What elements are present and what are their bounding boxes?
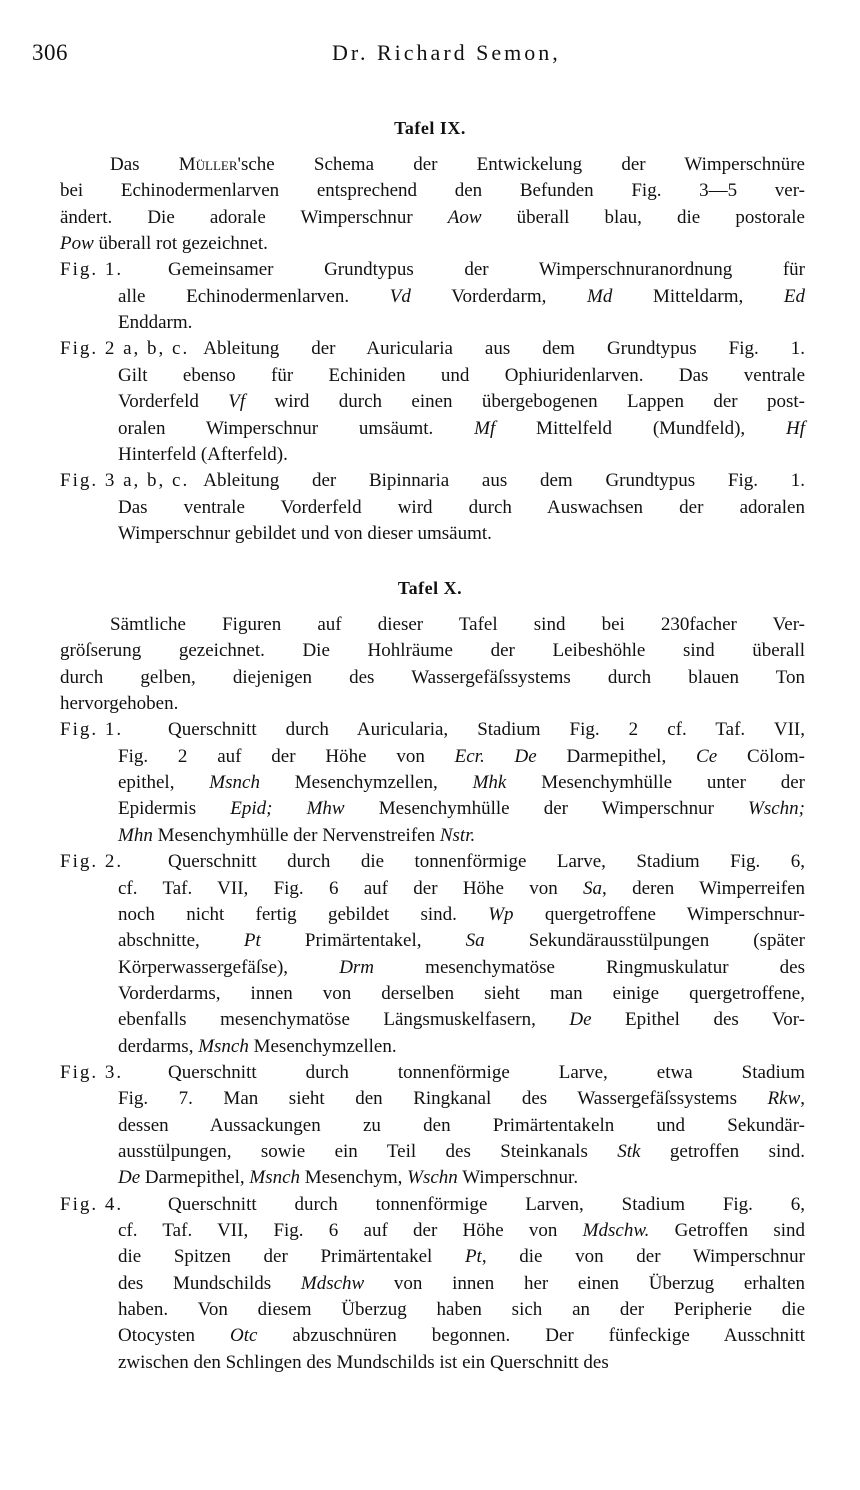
italic-label: Sa: [583, 877, 603, 899]
text-line: [168, 1060, 805, 1086]
page-number: 306: [32, 40, 68, 65]
italic-label: Vf: [228, 391, 246, 413]
text-run: Querschnitt durch tonnenförmige Larven, Stadium Fig. 6,: [168, 1193, 805, 1215]
text-line: [60, 178, 805, 204]
text-run: Querschnitt durch die tonnenförmige Larve, Stadium Fig. 6,: [168, 851, 805, 873]
text-run: überall blau, die postorale: [481, 206, 805, 228]
text-line: [118, 981, 805, 1007]
text-run: zwischen den Schlingen des Mundschilds ist ein Querschnitt des: [118, 1351, 609, 1373]
text-run: Mesenchymzellen,: [259, 772, 473, 794]
text-run: Otocysten: [118, 1325, 230, 1347]
running-head: Dr. Richard Semon,: [332, 40, 561, 65]
text-run: Vorderdarms, innen von derselben sieht man einige quergetroffene,: [118, 982, 805, 1004]
italic-label: De: [569, 1009, 592, 1031]
text-run: Vorderfeld: [118, 391, 229, 413]
text-run: , die von der Wimperschnur: [481, 1246, 805, 1268]
text-run: die Spitzen der Primärtentakel: [118, 1246, 465, 1268]
text-run: von innen her einen Überzug erhalten: [364, 1272, 806, 1294]
text-line: [118, 416, 805, 442]
italic-label: Epid;: [230, 798, 273, 820]
text-line: [118, 1139, 805, 1165]
text-run: Wimperschnur gebildet und von dieser umsäumt.: [118, 522, 492, 544]
italic-label: Mhn: [118, 824, 153, 846]
text-run: oralen Wimperschnur umsäumt.: [118, 417, 475, 439]
italic-label: Md: [587, 285, 613, 307]
text-run: abschnitte,: [118, 930, 244, 952]
text-line: [118, 1244, 805, 1270]
text-line: [60, 231, 268, 257]
text-line: [118, 1165, 578, 1191]
text-line: [118, 876, 805, 902]
text-run: Epidermis: [118, 798, 231, 820]
section-title: Tafel IX.: [394, 118, 466, 138]
italic-label: Ce: [696, 745, 718, 767]
italic-label: Pt: [464, 1246, 482, 1268]
text-line: [118, 1034, 397, 1060]
italic-label: Msnch: [198, 1035, 249, 1057]
text-run: Darmepithel,: [536, 745, 697, 767]
text-run: ändert. Die adorale Wimperschnur: [60, 206, 448, 228]
text-run: Epithel des Vor-: [591, 1009, 805, 1031]
text-run: Primärtentakel,: [260, 930, 466, 952]
text-line: [168, 717, 805, 743]
text-line: [118, 284, 805, 310]
text-run: alle Echinodermenlarven.: [118, 285, 390, 307]
text-run: Hinterfeld (Afterfeld).: [118, 443, 288, 465]
text-line: [118, 310, 192, 336]
small-caps-name: Müller: [178, 154, 238, 175]
text-line: [118, 796, 805, 822]
text-run: cf. Taf. VII, Fig. 6 auf der Höhe von: [118, 1220, 583, 1242]
text-line: [118, 1323, 805, 1349]
text-line: [118, 928, 805, 954]
section-title: Tafel X.: [397, 578, 463, 598]
text-line: [118, 1297, 805, 1323]
fig-label: Fig. 1.: [60, 259, 124, 281]
text-line: [60, 205, 805, 231]
text-run: ,: [800, 1088, 805, 1110]
italic-label: Stk: [617, 1141, 641, 1162]
text-run: mesenchymatöse Ringmuskulatur des: [374, 956, 806, 978]
text-line: [110, 612, 805, 638]
text-run: Getroffen sind: [649, 1220, 805, 1242]
italic-label: Rkw: [767, 1088, 801, 1110]
italic-label: Hf: [786, 417, 805, 439]
text-line: [118, 744, 805, 770]
italic-label: Drm: [339, 956, 375, 978]
text-run: [272, 798, 306, 819]
italic-label: Pow: [60, 233, 94, 255]
text-line: [60, 665, 805, 691]
text-line: [203, 336, 805, 362]
text-run: bei Echinodermenlarven entsprechend den Befunden Fig. 3—5 ver-: [60, 180, 805, 202]
italic-label: Mdschw.: [582, 1220, 650, 1242]
text-line: [168, 1192, 805, 1218]
italic-label: Msnch: [249, 1167, 301, 1189]
text-run: Darmepithel,: [140, 1167, 250, 1189]
text-run: Ableitung der Bipinnaria aus dem Grundtypus Fig. 1.: [203, 470, 805, 492]
page-header: [32, 40, 812, 76]
text-line: [118, 1086, 805, 1112]
text-run: überall rot gezeichnet.: [93, 233, 268, 255]
text-run: cf. Taf. VII, Fig. 6 auf der Höhe von: [118, 877, 584, 899]
text-run: 'sche Schema der Entwickelung der Wimperschnüre: [237, 154, 805, 175]
text-run: haben. Von diesem Überzug haben sich an der Peripherie die: [118, 1299, 805, 1321]
italic-label: Mhk: [472, 772, 507, 794]
text-run: derdarms,: [118, 1035, 199, 1057]
text-run: Sämtliche Figuren auf dieser Tafel sind bei 230facher Ver-: [110, 614, 805, 635]
text-run: Das: [110, 154, 179, 175]
text-run: Querschnitt durch Auricularia, Stadium Fig. 2 cf. Taf. VII,: [168, 719, 805, 741]
text-run: Fig. 7. Man sieht den Ringkanal des Wassergefäſssystems: [118, 1088, 768, 1110]
text-run: Mesenchymzellen.: [248, 1035, 397, 1057]
text-run: ausstülpungen, sowie ein Teil des Steinkanals: [118, 1141, 618, 1162]
italic-label: Msnch: [209, 772, 260, 794]
text-run: , deren Wimperreifen: [602, 877, 805, 899]
text-run: epithel,: [118, 772, 210, 794]
italic-label: Mhw: [306, 798, 345, 820]
text-run: Mesenchymhülle unter der: [506, 772, 806, 794]
text-run: Mesenchymhülle der Nervenstreifen: [152, 824, 440, 846]
text-run: hervorgehoben.: [60, 693, 179, 715]
text-run: Gemeinsamer Grundtypus der Wimperschnuranordnung für: [168, 259, 805, 281]
italic-label: Wschn: [407, 1167, 458, 1189]
text-run: [485, 746, 515, 767]
text-run: quergetroffene Wimperschnur-: [513, 903, 805, 925]
italic-label: De: [514, 745, 537, 767]
text-run: Enddarm.: [118, 312, 193, 334]
fig-label: Fig. 3 a, b, c.: [60, 470, 190, 492]
text-line: [118, 1271, 805, 1297]
text-run: wird durch einen übergebogenen Lappen der post-: [245, 391, 805, 413]
text-run: dessen Aussackungen zu den Primärtentakeln und Sekundär-: [118, 1114, 805, 1136]
text-line: [118, 363, 805, 389]
text-run: Fig. 2 auf der Höhe von: [118, 745, 455, 767]
text-line: [168, 849, 805, 875]
text-line: [118, 1218, 805, 1244]
text-run: Ableitung der Auricularia aus dem Grundtypus Fig. 1.: [203, 338, 805, 360]
text-line: [60, 638, 805, 664]
text-line: [118, 955, 805, 981]
text-run: gröſserung gezeichnet. Die Hohlräume der Leibeshöhle sind überall: [60, 640, 805, 662]
text-run: getroffen sind.: [640, 1141, 805, 1162]
text-run: ebenfalls mesenchymatöse Längsmuskelfasern,: [118, 1009, 570, 1031]
italic-label: Vd: [389, 285, 411, 307]
text-run: noch nicht fertig gebildet sind.: [118, 903, 489, 925]
italic-label: Aow: [447, 206, 482, 228]
text-line: [203, 468, 805, 494]
fig-label: Fig. 2 a, b, c.: [60, 338, 190, 360]
text-line: [118, 1350, 609, 1376]
text-line: [118, 1007, 805, 1033]
italic-label: Nstr.: [439, 824, 476, 846]
italic-label: Pt: [243, 930, 261, 952]
text-run: Vorderdarm,: [410, 285, 588, 307]
italic-label: Ed: [783, 285, 806, 307]
text-run: Das ventrale Vorderfeld wird durch Auswachsen der adoralen: [118, 496, 805, 518]
text-line: [118, 495, 805, 521]
italic-label: Wschn;: [748, 798, 806, 820]
text-run: Mesenchymhülle der Wimperschnur: [344, 798, 749, 820]
text-line: [60, 691, 178, 717]
text-line: [118, 770, 805, 796]
text-line: [118, 1113, 805, 1139]
italic-label: Mdschw: [300, 1272, 365, 1294]
text-run: Cölom-: [717, 745, 806, 767]
text-run: Sekundärausstülpungen (später: [484, 930, 805, 952]
text-line: [118, 521, 492, 547]
text-run: Mesenchym,: [300, 1167, 408, 1189]
text-line: [110, 152, 805, 178]
text-line: [118, 442, 288, 468]
italic-label: Mf: [474, 417, 496, 439]
text-line: [118, 823, 475, 849]
text-line: [118, 389, 805, 415]
text-run: Wimperschnur.: [457, 1167, 579, 1189]
text-run: Mittelfeld (Mundfeld),: [495, 417, 786, 439]
fig-label: Fig. 1.: [60, 719, 124, 741]
text-run: des Mundschilds: [118, 1272, 301, 1294]
fig-label: Fig. 2.: [60, 851, 124, 873]
text-run: Mitteldarm,: [612, 285, 784, 307]
italic-label: De: [118, 1167, 141, 1189]
text-run: Gilt ebenso für Echiniden und Ophiuridenlarven. Das ventrale: [118, 364, 805, 386]
text-run: abzuschnüren begonnen. Der fünfeckige Ausschnitt: [257, 1325, 806, 1347]
fig-label: Fig. 4.: [60, 1193, 124, 1215]
text-run: Körperwassergefäſse),: [118, 956, 340, 978]
fig-label: Fig. 3.: [60, 1061, 124, 1083]
text-run: Querschnitt durch tonnenförmige Larve, etwa Stadium: [168, 1061, 805, 1083]
text-line: [118, 902, 805, 928]
italic-label: Wp: [488, 903, 514, 925]
italic-label: Sa: [465, 930, 485, 952]
italic-label: Otc: [229, 1325, 258, 1347]
text-line: [168, 257, 805, 283]
text-run: durch gelben, diejenigen des Wassergefäſssystems durch blauen Ton: [60, 666, 805, 688]
italic-label: Ecr.: [454, 745, 485, 767]
